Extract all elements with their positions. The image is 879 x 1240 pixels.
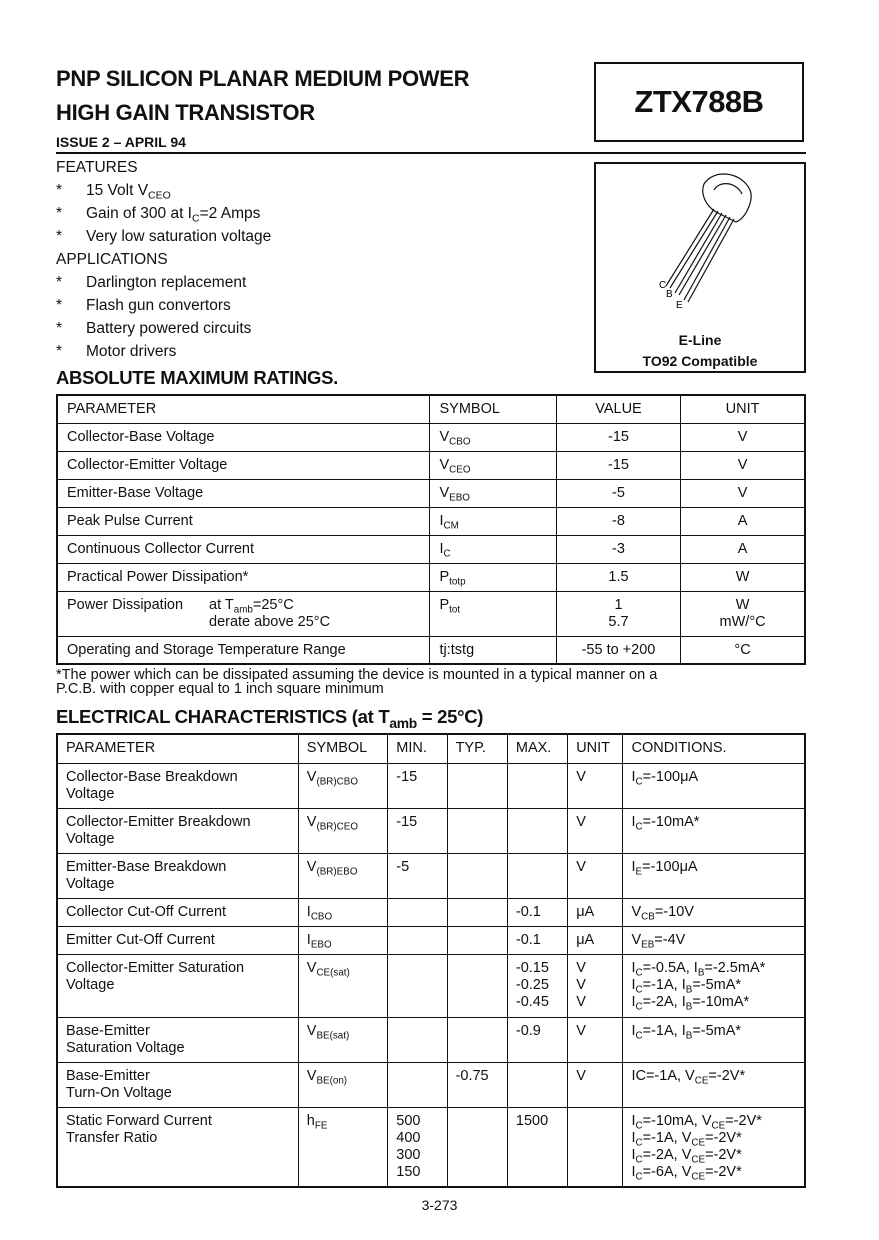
value-cell: 1 5.7 bbox=[556, 591, 680, 636]
header-min: MIN. bbox=[388, 734, 447, 763]
symbol-cell: $I_{CBO}$ bbox=[298, 898, 387, 926]
param-cell: Operating and Storage Temperature Range bbox=[57, 636, 430, 664]
footnote bbox=[56, 668, 816, 696]
max-cell bbox=[507, 808, 567, 853]
feature-text: Very low saturation voltage bbox=[86, 228, 272, 245]
value-cell: -15 bbox=[556, 451, 680, 479]
header-value: VALUE bbox=[556, 395, 680, 423]
header-parameter: PARAMETER bbox=[57, 734, 298, 763]
header-unit: UNIT bbox=[568, 734, 623, 763]
issue-date: ISSUE 2 – APRIL 94 bbox=[56, 134, 186, 150]
typ-cell bbox=[447, 853, 507, 898]
features-heading: FEATURES bbox=[56, 159, 138, 176]
unit-cell: °C bbox=[681, 636, 805, 664]
application-item bbox=[56, 317, 586, 340]
param-cell: Base-Emitter Saturation Voltage bbox=[57, 1017, 298, 1062]
symbol-cell: $V_{(BR)CEO}$ bbox=[298, 808, 387, 853]
max-cell: -0.1 bbox=[507, 898, 567, 926]
value-cell: -55 to +200 bbox=[556, 636, 680, 664]
conditions-cell: $I_C=-10mA*$ bbox=[623, 808, 805, 853]
page-number: 3-273 bbox=[421, 1197, 458, 1213]
conditions-cell: $I_C=-0.5A$, $I_B=-2.5mA*$ $I_C=-1A$, $I_B=-5mA*$ $I_C=-2A$, $I_B=-10mA*$ bbox=[623, 954, 805, 1017]
conditions-cell: $I_C=-100\mu A$ bbox=[623, 763, 805, 808]
max-cell: -0.1 bbox=[507, 926, 567, 954]
header-unit: UNIT bbox=[681, 395, 805, 423]
part-number-box bbox=[594, 62, 804, 142]
title-line-2: HIGH GAIN TRANSISTOR bbox=[56, 100, 315, 125]
part-number: ZTX788B bbox=[634, 84, 764, 119]
feature-subscript: C bbox=[192, 212, 200, 225]
max-cell bbox=[507, 853, 567, 898]
title-line-1: PNP SILICON PLANAR MEDIUM POWER bbox=[56, 66, 470, 91]
typ-cell bbox=[447, 1107, 507, 1187]
table-row bbox=[57, 591, 805, 636]
bullet-star: * bbox=[56, 182, 63, 199]
unit-cell: V V V bbox=[568, 954, 623, 1017]
symbol-cell: $V_{CE(sat)}$ bbox=[298, 954, 387, 1017]
table-row bbox=[57, 563, 805, 591]
typ-cell bbox=[447, 808, 507, 853]
table-row bbox=[57, 479, 805, 507]
header-conditions: CONDITIONS. bbox=[623, 734, 805, 763]
unit-cell: W mW/°C bbox=[681, 591, 805, 636]
conditions-cell: $V_{CB}=-10V$ bbox=[623, 898, 805, 926]
table-header-row bbox=[57, 395, 805, 423]
unit-cell: μA bbox=[568, 926, 623, 954]
application-text: Motor drivers bbox=[86, 343, 177, 360]
conditions-cell: $I_C=-1A$, $I_B=-5mA*$ bbox=[623, 1017, 805, 1062]
table-row bbox=[57, 1062, 805, 1107]
feature-text: 15 Volt V bbox=[86, 182, 149, 199]
table-row bbox=[57, 853, 805, 898]
symbol-cell: tj:tstg bbox=[430, 636, 556, 664]
min-cell: -5 bbox=[388, 853, 447, 898]
symbol-cell: $V_{CEO}$ bbox=[430, 451, 556, 479]
param-cell: Static Forward Current Transfer Ratio bbox=[57, 1107, 298, 1187]
param-cell: Collector-Base Breakdown Voltage bbox=[57, 763, 298, 808]
symbol-cell: $V_{(BR)EBO}$ bbox=[298, 853, 387, 898]
unit-cell: A bbox=[681, 535, 805, 563]
table-row bbox=[57, 763, 805, 808]
conditions-cell: $I_C=-10mA$, $V_{CE}=-2V*$ $I_C=-1A$, $V_{CE}=-2V*$ $I_C=-2A$, $V_{CE}=-2V*$ $I_C=-6A$, $V_{CE}=-2V*$ bbox=[623, 1107, 805, 1187]
param-cell: Emitter-Base Voltage bbox=[57, 479, 430, 507]
unit-cell bbox=[568, 1107, 623, 1187]
bullet-star: * bbox=[56, 205, 63, 222]
table-row bbox=[57, 898, 805, 926]
param-cell: Continuous Collector Current bbox=[57, 535, 430, 563]
typ-cell bbox=[447, 1017, 507, 1062]
pin-label-b: B bbox=[666, 289, 673, 300]
table-row bbox=[57, 1017, 805, 1062]
table-row bbox=[57, 954, 805, 1017]
symbol-cell: $V_{BE(on)}$ bbox=[298, 1062, 387, 1107]
header-parameter: PARAMETER bbox=[57, 395, 430, 423]
param-cell: Collector-Emitter Breakdown Voltage bbox=[57, 808, 298, 853]
unit-cell: V bbox=[681, 479, 805, 507]
symbol-cell: $V_{CBO}$ bbox=[430, 423, 556, 451]
document-title bbox=[56, 62, 576, 130]
param-cell: Emitter-Base Breakdown Voltage bbox=[57, 853, 298, 898]
unit-cell: A bbox=[681, 507, 805, 535]
unit-cell: V bbox=[568, 808, 623, 853]
header-typ: TYP. bbox=[447, 734, 507, 763]
symbol-cell: $V_{EBO}$ bbox=[430, 479, 556, 507]
symbol-cell: $I_{CM}$ bbox=[430, 507, 556, 535]
abs-max-table bbox=[56, 394, 806, 665]
bullet-star: * bbox=[56, 228, 63, 245]
param-cell: Practical Power Dissipation* bbox=[57, 563, 430, 591]
min-cell bbox=[388, 926, 447, 954]
transistor-package-illustration bbox=[596, 164, 804, 314]
unit-cell: W bbox=[681, 563, 805, 591]
typ-cell bbox=[447, 954, 507, 1017]
typ-cell bbox=[447, 926, 507, 954]
table-header-row bbox=[57, 734, 805, 763]
symbol-cell: $h_{FE}$ bbox=[298, 1107, 387, 1187]
applications-heading: APPLICATIONS bbox=[56, 251, 168, 268]
header-symbol: SYMBOL bbox=[298, 734, 387, 763]
value-cell: -15 bbox=[556, 423, 680, 451]
bullet-star: * bbox=[56, 274, 63, 291]
unit-cell: V bbox=[681, 423, 805, 451]
min-cell: 500 400 300 150 bbox=[388, 1107, 447, 1187]
package-name: E-Line bbox=[678, 332, 722, 348]
symbol-cell: $I_{EBO}$ bbox=[298, 926, 387, 954]
feature-text: =2 Amps bbox=[199, 205, 261, 222]
pin-label-c: C bbox=[659, 280, 667, 291]
conditions-cell: IC=-1A, $V_{CE}=-2V*$ bbox=[623, 1062, 805, 1107]
max-cell bbox=[507, 763, 567, 808]
typ-cell: -0.75 bbox=[447, 1062, 507, 1107]
min-cell: -15 bbox=[388, 763, 447, 808]
param-cell: Base-Emitter Turn-On Voltage bbox=[57, 1062, 298, 1107]
application-text: Battery powered circuits bbox=[86, 320, 252, 337]
param-cell: Power Dissipation at $T_{amb}=25^\circ C$ derate above 25°C bbox=[57, 591, 430, 636]
header-rule bbox=[56, 152, 806, 154]
table-row bbox=[57, 535, 805, 563]
table-row bbox=[57, 423, 805, 451]
max-cell: 1500 bbox=[507, 1107, 567, 1187]
bullet-star: * bbox=[56, 297, 63, 314]
bullet-star: * bbox=[56, 320, 63, 337]
param-cell: Collector Cut-Off Current bbox=[57, 898, 298, 926]
feature-subscript: CEO bbox=[148, 189, 171, 202]
elec-heading: ELECTRICAL CHARACTERISTICS (at $T_{amb} = 25^\circ C$) bbox=[56, 706, 484, 731]
feature-item bbox=[56, 202, 586, 225]
application-text: Darlington replacement bbox=[86, 274, 247, 291]
value-cell: -8 bbox=[556, 507, 680, 535]
feature-text: Gain of 300 at I bbox=[86, 205, 192, 222]
min-cell bbox=[388, 1062, 447, 1107]
table-row bbox=[57, 507, 805, 535]
application-text: Flash gun convertors bbox=[86, 297, 231, 314]
unit-cell: V bbox=[568, 1062, 623, 1107]
value-cell: -5 bbox=[556, 479, 680, 507]
application-item bbox=[56, 294, 586, 317]
min-cell bbox=[388, 954, 447, 1017]
param-cell: Collector-Emitter Saturation Voltage bbox=[57, 954, 298, 1017]
unit-cell: V bbox=[568, 853, 623, 898]
max-cell: -0.15 -0.25 -0.45 bbox=[507, 954, 567, 1017]
symbol-cell: $I_C$ bbox=[430, 535, 556, 563]
header-max: MAX. bbox=[507, 734, 567, 763]
param-cell: Collector-Base Voltage bbox=[57, 423, 430, 451]
application-item bbox=[56, 340, 586, 363]
feature-item bbox=[56, 179, 586, 202]
table-row bbox=[57, 1107, 805, 1187]
symbol-cell: $P_{tot}$ bbox=[430, 591, 556, 636]
footnote-line: P.C.B. with copper equal to 1 inch square minimum bbox=[56, 681, 384, 697]
symbol-cell: $P_{totp}$ bbox=[430, 563, 556, 591]
header-symbol: SYMBOL bbox=[430, 395, 556, 423]
conditions-cell: $V_{EB}=-4V$ bbox=[623, 926, 805, 954]
footnote-line: *The power which can be dissipated assuming the device is mounted in a typical manner on a bbox=[56, 667, 658, 683]
unit-cell: μA bbox=[568, 898, 623, 926]
conditions-cell: $I_E=-100\mu A$ bbox=[623, 853, 805, 898]
table-row bbox=[57, 451, 805, 479]
abs-max-heading: ABSOLUTE MAXIMUM RATINGS. bbox=[56, 367, 338, 388]
application-item bbox=[56, 271, 586, 294]
unit-cell: V bbox=[568, 763, 623, 808]
bullet-star: * bbox=[56, 343, 63, 360]
param-cell: Emitter Cut-Off Current bbox=[57, 926, 298, 954]
elec-table bbox=[56, 733, 806, 1188]
features-section bbox=[56, 156, 586, 363]
unit-cell: V bbox=[568, 1017, 623, 1062]
feature-item bbox=[56, 225, 586, 248]
package-caption bbox=[594, 330, 806, 372]
pin-label-e: E bbox=[676, 300, 683, 311]
symbol-cell: $V_{(BR)CBO}$ bbox=[298, 763, 387, 808]
table-row bbox=[57, 808, 805, 853]
typ-cell bbox=[447, 898, 507, 926]
param-cell: Peak Pulse Current bbox=[57, 507, 430, 535]
min-cell bbox=[388, 1017, 447, 1062]
param-cell: Collector-Emitter Voltage bbox=[57, 451, 430, 479]
max-cell bbox=[507, 1062, 567, 1107]
symbol-cell: $V_{BE(sat)}$ bbox=[298, 1017, 387, 1062]
min-cell bbox=[388, 898, 447, 926]
max-cell: -0.9 bbox=[507, 1017, 567, 1062]
table-row bbox=[57, 926, 805, 954]
package-compat: TO92 Compatible bbox=[642, 353, 758, 369]
typ-cell bbox=[447, 763, 507, 808]
value-cell: 1.5 bbox=[556, 563, 680, 591]
min-cell: -15 bbox=[388, 808, 447, 853]
table-row bbox=[57, 636, 805, 664]
unit-cell: V bbox=[681, 451, 805, 479]
value-cell: -3 bbox=[556, 535, 680, 563]
